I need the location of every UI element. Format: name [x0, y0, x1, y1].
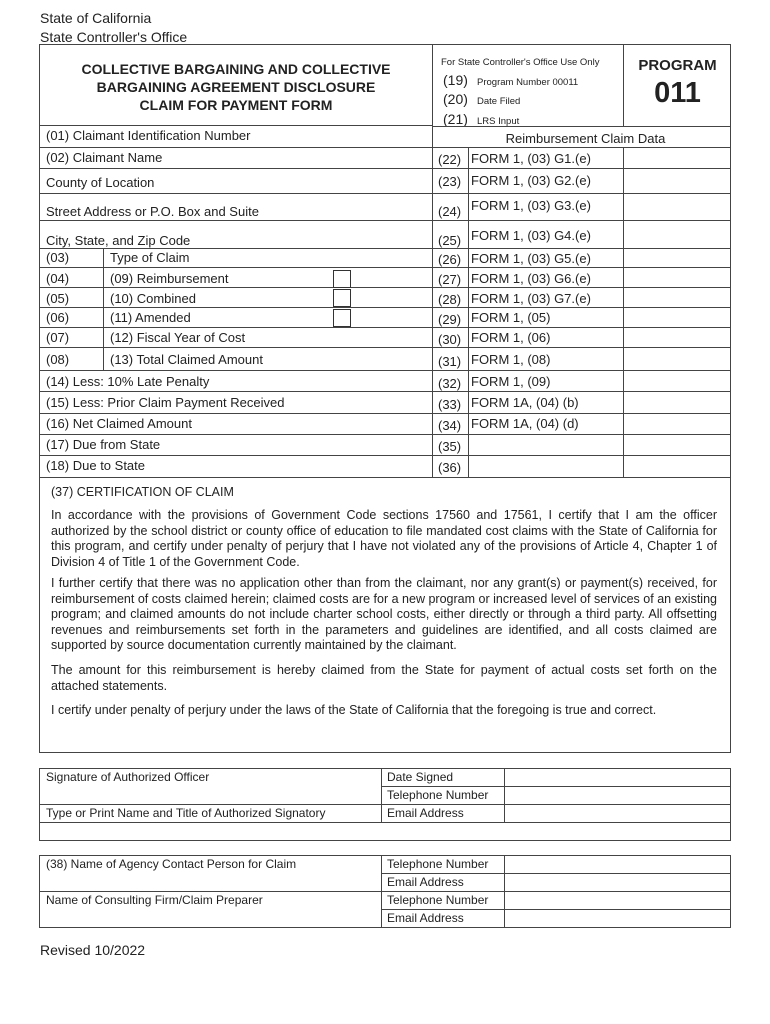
- print-name-field[interactable]: Type or Print Name and Title of Authorized Signatory: [46, 806, 326, 820]
- late-penalty-field[interactable]: (14) Less: 10% Late Penalty: [46, 374, 210, 389]
- preparer-telephone-input[interactable]: [505, 892, 730, 909]
- claim-data-row[interactable]: FORM 1, (06): [471, 330, 551, 345]
- date-filed-label: Date Filed: [477, 96, 521, 107]
- email-label: Email Address: [387, 875, 464, 889]
- claim-data-row[interactable]: FORM 1, (08): [471, 352, 551, 367]
- county-field[interactable]: County of Location: [46, 175, 155, 190]
- certification-paragraph: The amount for this reimbursement is hereby claimed from the State for payment of actual costs set forth on the attached statements.: [51, 663, 717, 693]
- claimant-name-field[interactable]: (02) Claimant Name: [46, 150, 163, 165]
- claim-data-row[interactable]: FORM 1, (03) G6.(e): [471, 271, 591, 286]
- email-label: Email Address: [387, 806, 464, 820]
- fiscal-year-field[interactable]: (12) Fiscal Year of Cost: [110, 330, 246, 345]
- office-label: State Controller's Office: [40, 29, 188, 45]
- claim-data-row[interactable]: FORM 1, (03) G5.(e): [471, 251, 591, 266]
- lrs-input-label: LRS Input: [477, 116, 520, 127]
- revision-date: Revised 10/2022: [40, 942, 146, 958]
- certification-heading: (37) CERTIFICATION OF CLAIM: [51, 485, 234, 499]
- program-number-label: Program Number 00011: [477, 77, 579, 88]
- telephone-label: Telephone Number: [387, 788, 489, 802]
- agency-contact-field[interactable]: (38) Name of Agency Contact Person for Claim: [46, 857, 297, 871]
- certification-paragraph: In accordance with the provisions of Government Code sections 17560 and 17561, I certify that I am the officer authorized by the school district or county office of education to file mandated cost claims with the State of California for this program, and certify under penalty of perjury that I have not violated any of the provisions of Article 4, Chapter 1 of Division 4 of Title 1 of the Government Code.: [51, 508, 717, 569]
- date-signed-input[interactable]: [505, 769, 730, 786]
- email-input[interactable]: [505, 805, 730, 822]
- state-label: State of California: [40, 10, 152, 26]
- claim-data-row[interactable]: FORM 1, (03) G1.(e): [471, 151, 591, 166]
- claim-data-row[interactable]: FORM 1A, (04) (d): [471, 416, 579, 431]
- contact-telephone-input[interactable]: [505, 856, 730, 873]
- due-from-state-field[interactable]: (17) Due from State: [46, 437, 161, 452]
- email-label: Email Address: [387, 911, 464, 925]
- certification-paragraph: I certify under penalty of perjury under the laws of the State of California that the foregoing is true and correct.: [51, 703, 657, 717]
- consulting-firm-field[interactable]: Name of Consulting Firm/Claim Preparer: [46, 893, 263, 907]
- type-of-claim-label: Type of Claim: [110, 250, 190, 265]
- claim-data-row[interactable]: FORM 1, (03) G3.(e): [471, 198, 591, 213]
- contact-email-input[interactable]: [505, 874, 730, 891]
- certification-paragraph: I further certify that there was no application other than from the claimant, nor any grant(s) or payment(s) received, for reimbursement of costs claimed herein; claimed costs are for a new program or increased level of services of an existing program; and claimed amounts do not include charter school costs, either directly or through a third party. All offsetting revenues and reimbursements set forth in the parameters and guidelines are identified, and all costs claimed are supported by source documentation currently maintained by the claimant.: [51, 576, 717, 653]
- telephone-label: Telephone Number: [387, 857, 489, 871]
- claim-data-row[interactable]: FORM 1, (03) G7.(e): [471, 291, 591, 306]
- date-signed-label: Date Signed: [387, 770, 454, 784]
- claim-data-row[interactable]: FORM 1, (09): [471, 374, 551, 389]
- claim-data-row[interactable]: FORM 1, (03) G2.(e): [471, 173, 591, 188]
- form-title: COLLECTIVE BARGAINING AND COLLECTIVE BARGAINING AGREEMENT DISCLOSURE CLAIM FOR PAYMENT FORM: [81, 61, 391, 113]
- amended-checkbox[interactable]: [333, 309, 351, 327]
- claim-data-row[interactable]: FORM 1A, (04) (b): [471, 395, 579, 410]
- claim-data-row[interactable]: FORM 1, (05): [471, 310, 551, 325]
- sco-use-only: For State Controller's Office Use Only: [441, 57, 600, 68]
- total-claimed-field[interactable]: (13) Total Claimed Amount: [110, 352, 263, 367]
- claim-data-row[interactable]: FORM 1, (03) G4.(e): [471, 228, 591, 243]
- preparer-email-input[interactable]: [505, 910, 730, 927]
- telephone-input[interactable]: [505, 787, 730, 804]
- due-to-state-field[interactable]: (18) Due to State: [46, 458, 145, 473]
- reimbursement-claim-data-header: Reimbursement Claim Data: [505, 131, 666, 146]
- program-number: 011: [654, 77, 701, 109]
- city-state-zip-field[interactable]: City, State, and Zip Code: [46, 233, 191, 248]
- reimbursement-checkbox[interactable]: [333, 270, 351, 288]
- claimant-id-field[interactable]: (01) Claimant Identification Number: [46, 128, 251, 143]
- net-claimed-field[interactable]: (16) Net Claimed Amount: [46, 416, 192, 431]
- reimbursement-label: (09) Reimbursement: [110, 271, 229, 286]
- combined-label: (10) Combined: [110, 291, 196, 306]
- combined-checkbox[interactable]: [333, 289, 351, 307]
- telephone-label: Telephone Number: [387, 893, 489, 907]
- signature-officer-field[interactable]: Signature of Authorized Officer: [46, 770, 210, 784]
- prior-payment-field[interactable]: (15) Less: Prior Claim Payment Received: [46, 395, 285, 410]
- street-address-field[interactable]: Street Address or P.O. Box and Suite: [46, 204, 259, 219]
- program-label: PROGRAM: [638, 57, 717, 74]
- amended-label: (11) Amended: [110, 310, 191, 325]
